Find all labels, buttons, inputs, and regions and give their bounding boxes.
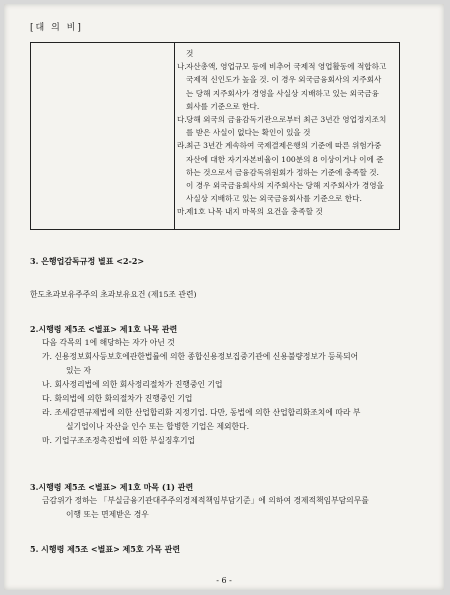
header-tag: [대 의 비] <box>30 23 83 33</box>
section-2-block <box>30 322 418 448</box>
item-marker: 나. <box>177 62 187 72</box>
section-2-item: 라. 조세감면규제법에 의한 산업합리화 지정기업. 다만, 동법에 의한 산업합리화조치에 따라 부 <box>42 408 361 417</box>
section-2-item: 마. 기업구조조정촉진법에 의한 부실징후기업 <box>42 436 196 445</box>
section-2-item: 실기업이나 자산을 인수 또는 합병한 기업은 제외한다. <box>66 422 250 431</box>
item-line: 회사를 기준으로 한다. <box>186 101 260 111</box>
page-number: - 6 - <box>216 576 232 585</box>
section-3-block <box>30 254 418 268</box>
table-column-divider <box>174 43 175 229</box>
section-3b-line: 이행 또는 면제받은 경우 <box>66 510 149 519</box>
table-right-cell <box>177 47 395 219</box>
item-marker: 라. <box>177 141 187 151</box>
item-marker: 다. <box>177 115 187 125</box>
item-line: 사실상 지배하고 있는 외국금융회사를 기준으로 한다. <box>186 194 362 204</box>
item-line: 하는 것으로서 금융감독위원회가 정하는 기준에 충족할 것. <box>186 167 379 177</box>
item-line: 국제적 신인도가 높을 것. 이 경우 외국금융회사의 지주회사 <box>186 75 382 85</box>
item-line: 이 경우 외국금융회사의 지주회사는 당해 지주회사가 경영을 <box>186 181 384 191</box>
box-item-da <box>177 113 395 139</box>
item-line: 당해 외국의 금융감독기관으로부터 최근 3년간 영업정지조치 <box>186 115 387 125</box>
section-3b-block <box>30 480 418 522</box>
box-item-ra <box>177 139 395 205</box>
section-2-item: 가. 신용정보회사등보호에관한법률에 의한 종합신용정보집중기관에 신용불량정보가 등록되어 <box>42 352 359 361</box>
item-line: 것 <box>186 49 194 58</box>
item-line: 자산총액, 영업규모 등에 비추어 국제적 영업활동에 적합하고 <box>186 62 387 72</box>
section-2-item: 나. 회사정리법에 의한 회사정리절차가 진행중인 기업 <box>42 380 223 389</box>
box-item-continuation <box>177 47 395 60</box>
section-2-item: 다. 화의법에 의한 화의절차가 진행중인 기업 <box>42 394 193 403</box>
section-5-title: 5. 시행령 제5조 <별표> 제5호 가목 관련 <box>30 544 181 554</box>
section-2-item: 있는 자 <box>66 366 92 375</box>
box-item-ma <box>177 205 395 218</box>
item-line: 를 받은 사실이 없다는 확인이 있을 것 <box>186 128 311 138</box>
section-3b-title: 3.시행령 제5조 <별표> 제1호 마목 (1) 관련 <box>30 482 194 492</box>
section-3b-line: 금감위가 정하는 「부실금융기관대주주의경제적책임부담기준」에 의하여 경제적책임부담의무를 <box>42 496 369 505</box>
section-3-title: 3. 은행업감독규정 별표 <2-2> <box>30 256 145 266</box>
section-3-subtitle: 한도초과보유주주의 초과보유요건 (제15조 관련) <box>30 290 197 299</box>
section-2-intro: 다음 각목의 1에 해당하는 자가 아닌 것 <box>42 338 175 347</box>
section-3-subtitle-block <box>30 288 418 302</box>
item-marker: 마. <box>177 207 187 217</box>
item-line: 자산에 대한 자기자본비율이 100분의 8 이상이거나 이에 준 <box>186 154 384 164</box>
section-5-block <box>30 542 418 556</box>
item-line: 는 당해 지주회사가 경영을 사실상 지배하고 있는 외국금융 <box>186 88 379 98</box>
document-page <box>4 4 444 590</box>
item-line: 제1호 나목 내지 마목의 요건을 충족할 것 <box>186 207 323 217</box>
comparison-table <box>30 42 400 230</box>
box-item-na <box>177 60 395 113</box>
item-line: 최근 3년간 계속하여 국제결제은행의 기준에 따른 위험가중 <box>186 141 382 151</box>
section-2-title: 2.시행령 제5조 <별표> 제1호 나목 관련 <box>30 324 178 334</box>
